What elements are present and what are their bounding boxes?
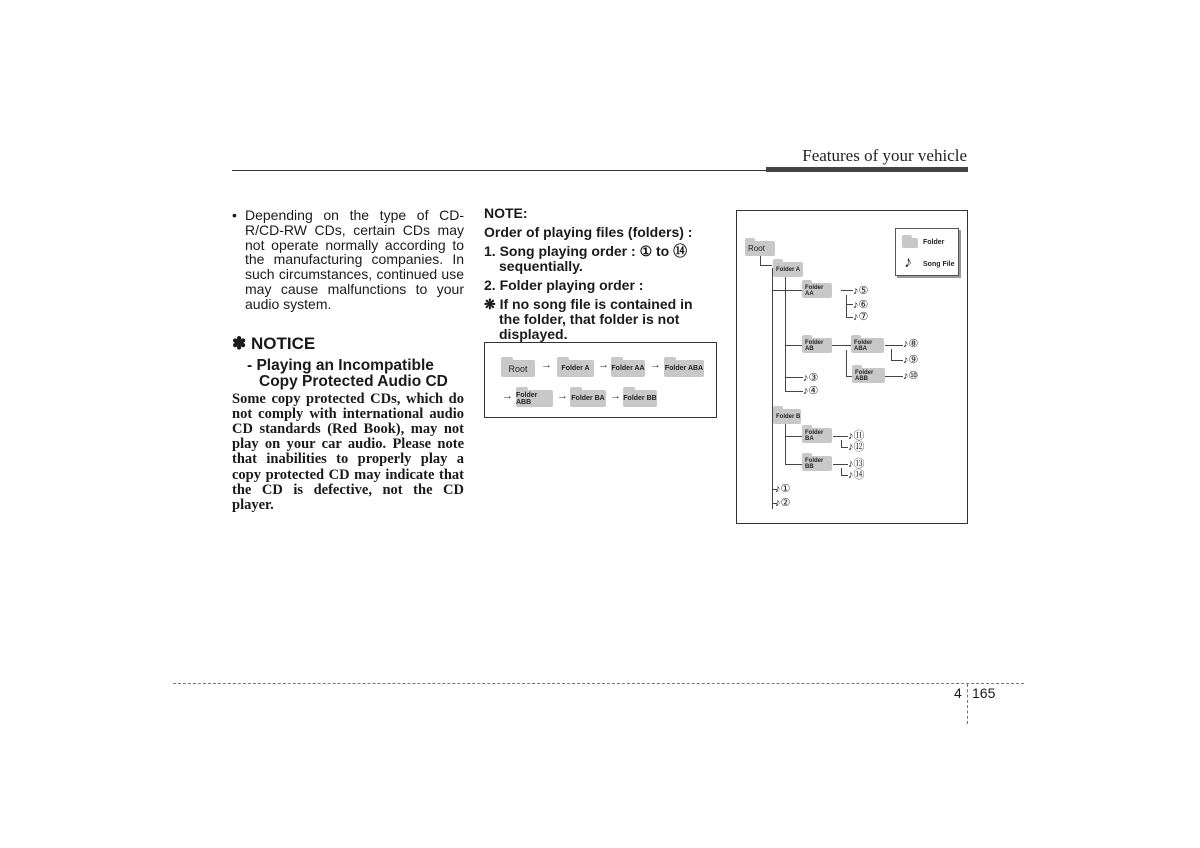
- song-file-12: ♪⑫: [848, 441, 865, 453]
- tree-folder-abb: Folder ABB: [852, 368, 885, 383]
- song-file-13: ♪⑬: [848, 458, 865, 470]
- song-file-11: ♪⑪: [848, 430, 865, 442]
- chapter-number: 4: [954, 685, 962, 701]
- tree-line: [846, 304, 853, 305]
- order-arrow: →: [598, 359, 609, 371]
- tree-line: [891, 360, 903, 361]
- tree-line: [846, 317, 853, 318]
- song-file-9: ♪⑨: [903, 354, 919, 366]
- folder-tree-diagram: [736, 210, 968, 524]
- tree-line: [772, 268, 773, 509]
- tree-line: [785, 464, 802, 465]
- song-file-7: ♪⑦: [853, 311, 869, 323]
- order-folder-aa: Folder AA: [611, 360, 645, 377]
- legend-folder-label: Folder: [923, 239, 945, 246]
- tree-line: [785, 377, 803, 378]
- tree-line: [785, 436, 802, 437]
- order-folder-a: Folder A: [557, 360, 594, 377]
- tree-line: [785, 268, 786, 392]
- order-arrow: →: [610, 390, 621, 402]
- tree-line: [841, 447, 848, 448]
- hidden-folder-note: ❋ If no song file is contained in the folder, that folder is not displayed.: [484, 296, 693, 342]
- tree-line: [846, 350, 847, 376]
- bullet-text: Depending on the type of CD-R/CD-RW CDs, certain CDs may not operate normally according to the manufacturing companies. In such circumstances, continued use may cause malfunctions to your audio system.: [245, 207, 464, 312]
- tree-line: [785, 345, 802, 346]
- tree-line: [833, 464, 848, 465]
- notice-subtitle: - Playing an Incompatible Copy Protected Audio CD: [247, 356, 448, 390]
- tree-line: [833, 436, 848, 437]
- bullet-paragraph: [232, 208, 464, 312]
- order-arrow: →: [541, 359, 552, 371]
- tree-line: [841, 290, 853, 291]
- order-folder-root: Root: [501, 360, 535, 377]
- order-arrow: →: [502, 390, 513, 402]
- tree-folder-aba: Folder ABA: [851, 338, 884, 353]
- order-folder-ba: Folder BA: [570, 390, 606, 407]
- tree-line: [846, 295, 847, 317]
- tree-line: [885, 345, 903, 346]
- order-heading: Order of playing files (folders) :: [484, 224, 693, 240]
- order-folder-bb: Folder BB: [623, 390, 657, 407]
- folder-order-item: 2. Folder playing order :: [484, 277, 644, 293]
- tree-folder-bb: Folder BB: [802, 456, 832, 471]
- tree-line: [785, 391, 803, 392]
- song-file-2: ♪②: [775, 497, 791, 509]
- tree-line: [785, 290, 802, 291]
- song-file-8: ♪⑧: [903, 338, 919, 350]
- notice-title: ✽ NOTICE: [232, 333, 316, 353]
- note-column: [484, 206, 717, 346]
- tree-line: [785, 421, 786, 465]
- tree-line: [830, 345, 851, 346]
- tree-folder-b: Folder B: [773, 409, 801, 424]
- tree-folder-aa: Folder AA: [802, 283, 832, 298]
- footer-rule: [173, 683, 1024, 684]
- song-file-4: ♪④: [803, 385, 819, 397]
- order-arrow: →: [650, 359, 661, 371]
- song-file-5: ♪⑤: [853, 285, 869, 297]
- note-heading: NOTE:: [484, 205, 528, 221]
- bullet-mark: •: [232, 207, 237, 223]
- footer-divider: [967, 684, 968, 724]
- left-column: [232, 208, 464, 513]
- order-folder-aba: Folder ABA: [664, 360, 704, 377]
- notice-body: Some copy protected CDs, which do not comply with international audio CD standards (Red Book), may not play on your car audio. Please note that inabilities to properly play a copy protected CD may indicate that the CD is defective, not the CD player.: [232, 390, 464, 513]
- song-order-item: 1. Song playing order : ① to ⑭ sequentially.: [484, 243, 688, 274]
- tree-line: [760, 255, 761, 265]
- tree-folder-ab: Folder AB: [802, 338, 832, 353]
- tree-folder-root: Root: [745, 241, 775, 256]
- song-file-6: ♪⑥: [853, 299, 869, 311]
- section-title: Features of your vehicle: [802, 146, 967, 165]
- song-file-3: ♪③: [803, 372, 819, 384]
- song-file-14: ♪⑭: [848, 469, 865, 481]
- tree-line: [760, 265, 772, 266]
- tree-line: [885, 376, 903, 377]
- legend-song-label: Song File: [923, 261, 955, 268]
- tree-folder-a: Folder A: [773, 262, 803, 277]
- tree-legend: [895, 228, 959, 276]
- tree-line: [841, 475, 848, 476]
- order-folder-abb: Folder ABB: [516, 390, 553, 407]
- folder-order-diagram: [484, 342, 717, 418]
- music-note-icon: ♪: [904, 254, 912, 271]
- header-rule-accent: [766, 167, 968, 172]
- order-arrow: →: [557, 390, 568, 402]
- song-file-1: ♪①: [775, 483, 791, 495]
- page-number: 165: [972, 685, 996, 701]
- tree-folder-ba: Folder BA: [802, 428, 832, 443]
- song-file-10: ♪⑩: [903, 370, 919, 382]
- folder-icon: [902, 238, 918, 248]
